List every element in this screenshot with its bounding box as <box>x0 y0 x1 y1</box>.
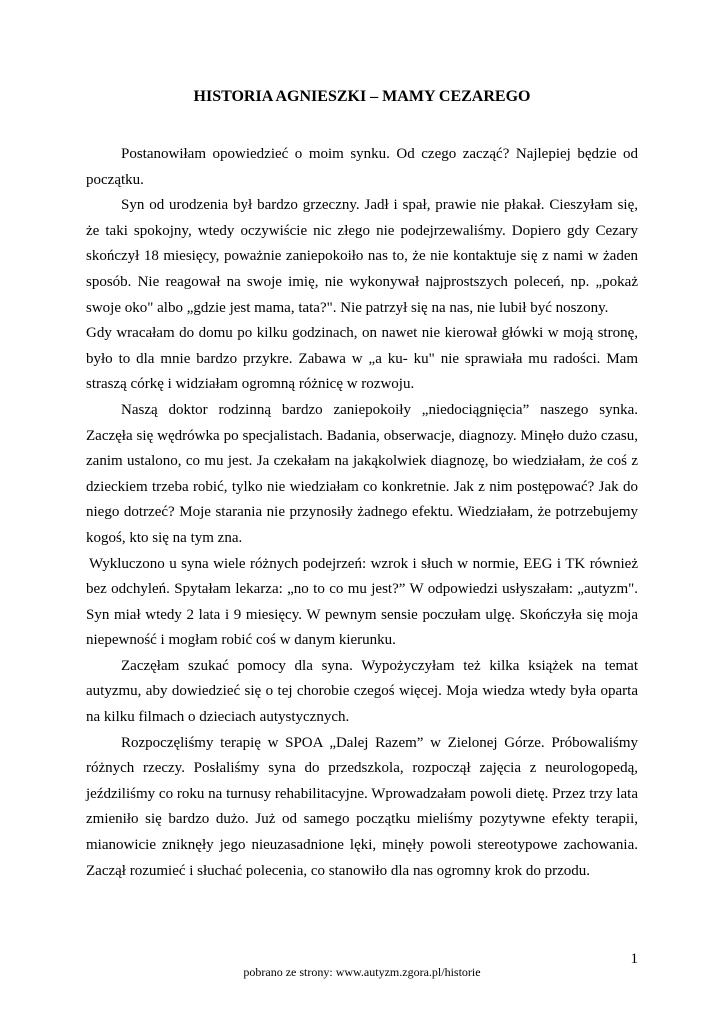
document-body <box>86 142 638 884</box>
paragraph-intro: Postanowiłam opowiedzieć o moim synku. Od czego zacząć? Najlepiej będzie od początku. <box>86 146 638 188</box>
footer-source: pobrano ze strony: www.autyzm.zgora.pl/historie <box>243 965 481 979</box>
page-number: 1 <box>630 951 638 967</box>
paragraph-specialists: Naszą doktor rodzinną bardzo zaniepokoiły „niedociągnięcia” naszego synka. Zaczęła się wędrówka po specjalistach. Badania, obserwacje, diagnozy. Minęło dużo czasu, zanim ustalono, co mu jest. Ja czekałam na jakąkolwiek diagnozę, bo wiedziałam, że coś z dzieckiem trzeba robić, tylko nie wiedziałam co konkretnie. Jak z nim postępować? Jak do niego dotrzeć? Moje starania nie przynosiły żadnego efektu. Wiedziałam, że potrzebujemy kogoś, kto się na tym zna. <box>86 401 638 546</box>
paragraph-early-signs: Syn od urodzenia był bardzo grzeczny. Jadł i spał, prawie nie płakał. Cieszyłam się, że taki spokojny, wtedy oczywiście nic złego nie podejrzewaliśmy. Dopiero gdy Cezary skończył 18 miesięcy, poważnie zaniepokoiło nas to, że nie kontaktuje się z nami w żaden sposób. Nie reagował na swoje imię, nie wykonywał najprostszych poleceń, np. „pokaż swoje oko" albo „gdzie jest mama, tata?". Nie patrzył się na nas, nie lubił być noszony. <box>86 197 638 316</box>
paragraph-comparison: Gdy wracałam do domu po kilku godzinach, on nawet nie kierował główki w moją stronę, było to dla mnie bardzo przykre. Zabawa w „a ku- ku" nie sprawiała mu radości. Mam straszą córkę i widziałam ogromną różnicę w rozwoju. <box>86 325 638 393</box>
paragraph-search-help: Zaczęłam szukać pomocy dla syna. Wypożyczyłam też kilka książek na temat autyzmu, aby dowiedzieć się o tej chorobie czegoś więcej. Moja wiedza wtedy była oparta na kilku filmach o dzieciach autystycznych. <box>86 657 638 726</box>
paragraph-diagnosis: Wykluczono u syna wiele różnych podejrzeń: wzrok i słuch w normie, EEG i TK również bez odchyleń. Spytałam lekarza: „no to co mu jest?” W odpowiedzi usłyszałam: „autyzm". Syn miał wtedy 2 lata i 9 miesięcy. W pewnym sensie poczułam ulgę. Skończyła się moja niepewność i mogłam robić coś w danym kierunku. <box>86 555 638 649</box>
paragraph-therapy: Rozpoczęliśmy terapię w SPOA „Dalej Razem” w Zielonej Górze. Próbowaliśmy różnych rzeczy. Posłaliśmy syna do przedszkola, rozpoczął zajęcia z neurologopedą, jeździliśmy co roku na turnusy rehabilitacyjne. Wprowadzałam powoli dietę. Przez trzy lata zmieniło się bardzo dużo. Już od samego początku mieliśmy pozytywne efekty terapii, mianowicie zniknęły jego nieuzasadnione lęki, minęły powoli stereotypowe zachowania. Zaczął rozumieć i słuchać polecenia, co stanowiło dla nas ogromny krok do przodu. <box>86 734 638 879</box>
page-title: HISTORIA AGNIESZKI – MAMY CEZAREGO <box>193 88 531 105</box>
